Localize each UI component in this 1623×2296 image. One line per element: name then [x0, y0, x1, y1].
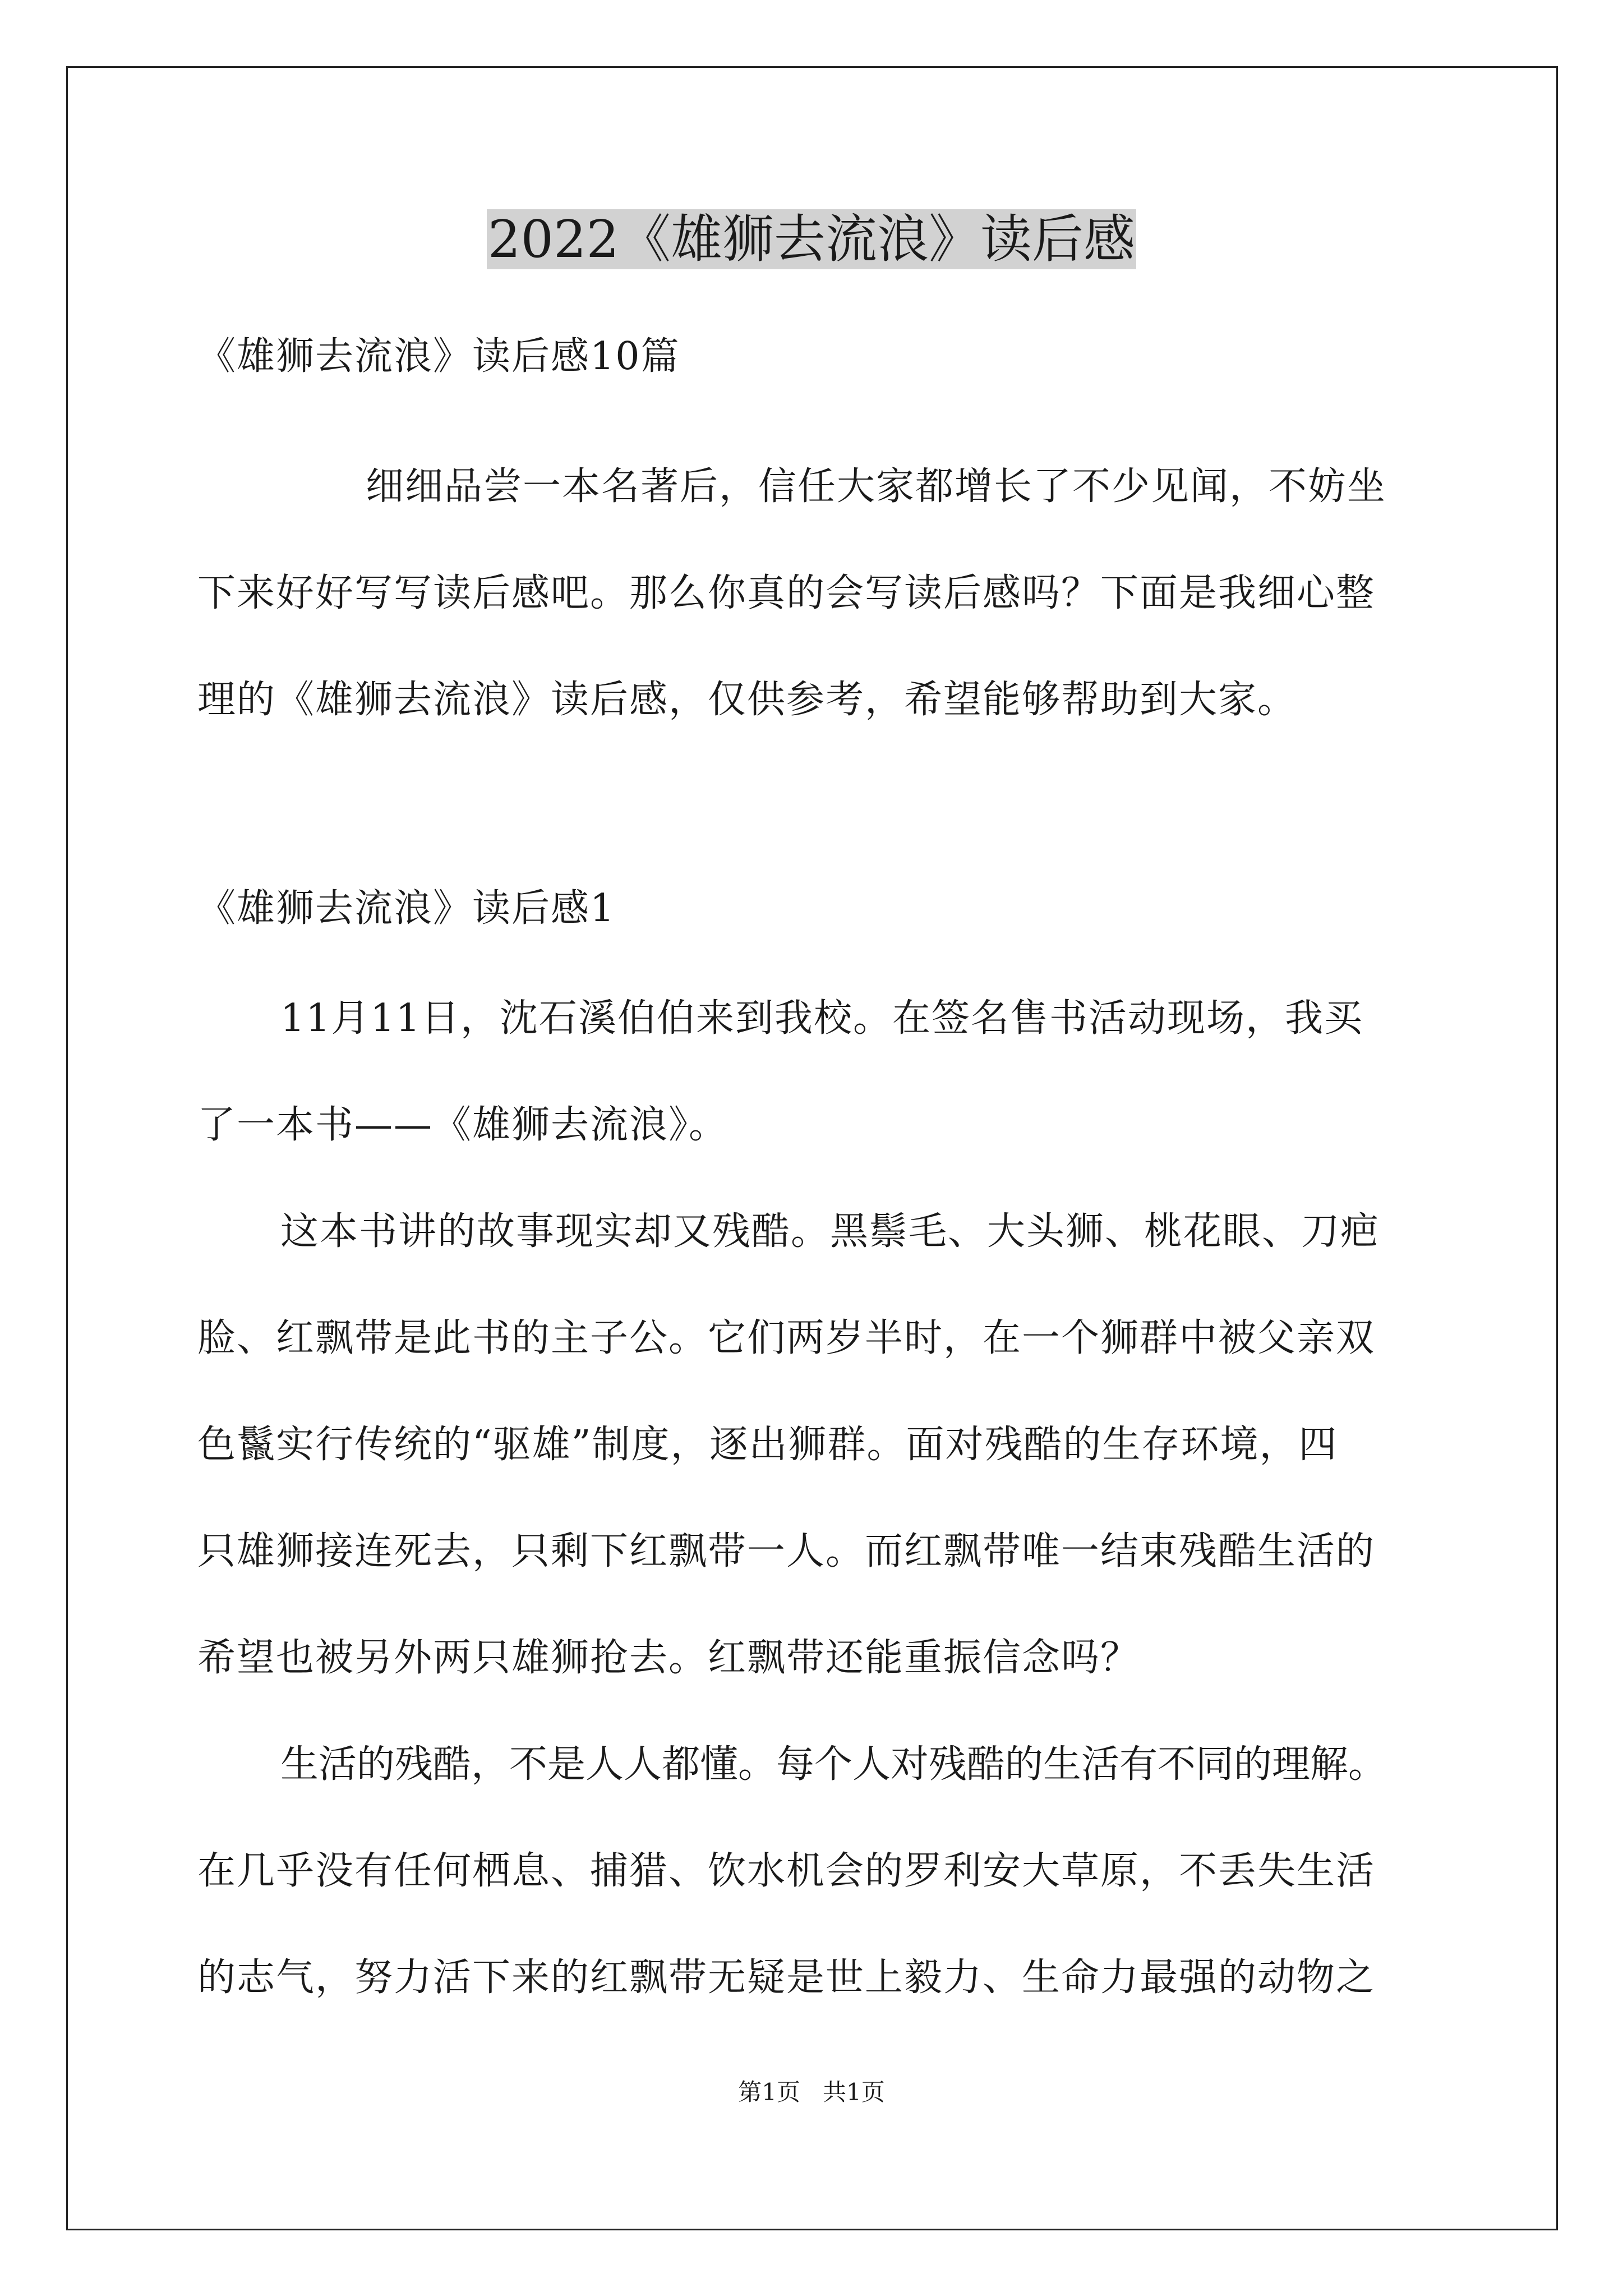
body-line-5: 色鬣实行传统的“驱雄”制度，逐出狮群。面对残酷的生存环境，四: [197, 1423, 1338, 1467]
section-heading: 《雄狮去流浪》读后感1: [197, 886, 616, 931]
document-subtitle: 《雄狮去流浪》读后感10篇: [197, 334, 680, 379]
document-title: [0, 203, 1623, 276]
body-line-7: 希望也被另外两只雄狮抢去。红飘带还能重振信念吗？: [197, 1636, 1140, 1680]
body-line-4: 脸、红飘带是此书的主子公。它们两岁半时，在一个狮群中被父亲双: [197, 1316, 1376, 1360]
page-footer: [0, 2076, 1623, 2109]
document-title-text: 2022《雄狮去流浪》读后感: [487, 209, 1136, 269]
intro-line-3: 理的《雄狮去流浪》读后感，仅供参考，希望能够帮助到大家。: [197, 678, 1297, 722]
intro-line-1: 细细品尝一本名著后，信任大家都增长了不少见闻，不妨坐: [366, 464, 1387, 509]
body-line-2: 了一本书——《雄狮去流浪》。: [197, 1103, 728, 1147]
body-line-9: 在几乎没有任何栖息、捕猎、饮水机会的罗利安大草原，不丢失生活: [197, 1849, 1376, 1893]
body-line-1: 11月11日，沈石溪伯伯来到我校。在签名售书活动现场，我买: [280, 996, 1364, 1041]
body-line-3: 这本书讲的故事现实却又残酷。黑鬃毛、大头狮、桃花眼、刀疤: [280, 1209, 1380, 1254]
body-line-8: 生活的残酷，不是人人都懂。每个人对残酷的生活有不同的理解。: [280, 1742, 1387, 1787]
body-line-10: 的志气，努力活下来的红飘带无疑是世上毅力、生命力最强的动物之: [197, 1955, 1376, 2000]
page-number-info: 第1页 共1页: [738, 2078, 885, 2106]
intro-line-2: 下来好好写写读后感吧。那么你真的会写读后感吗？下面是我细心整: [197, 571, 1376, 615]
body-line-6: 只雄狮接连死去，只剩下红飘带一人。而红飘带唯一结束残酷生活的: [197, 1529, 1376, 1573]
